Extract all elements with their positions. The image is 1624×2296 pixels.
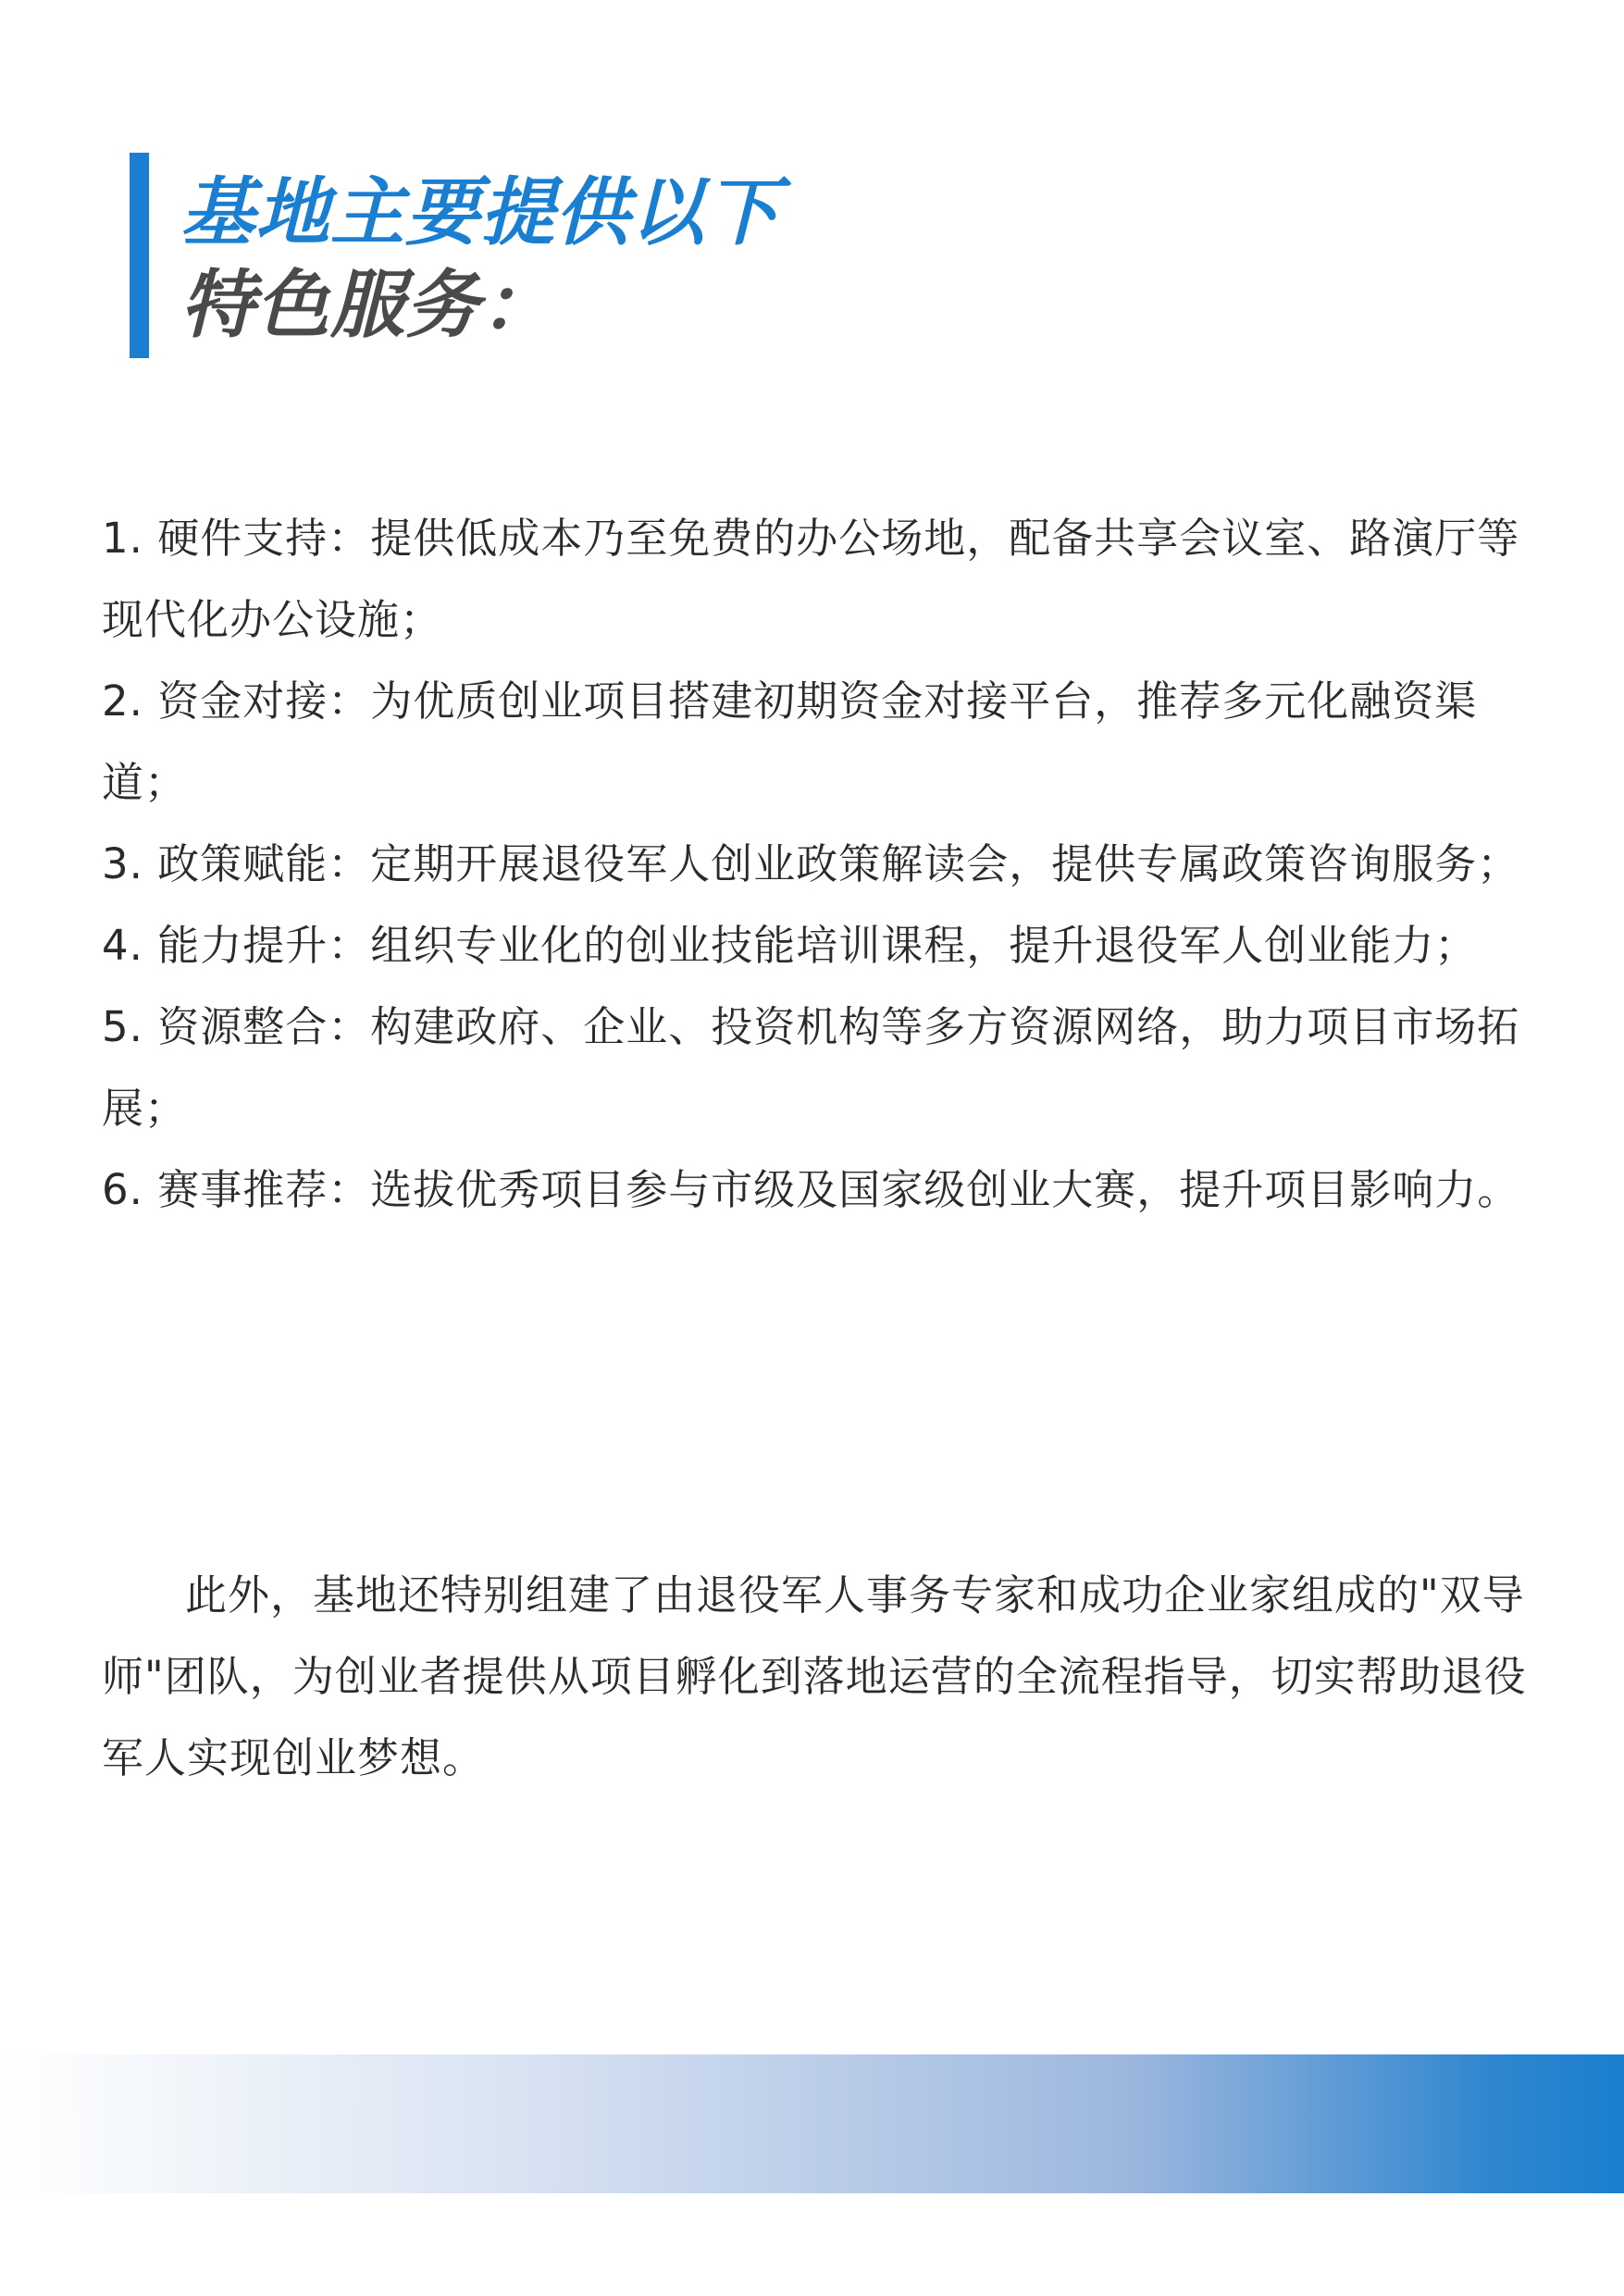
heading-line-2: 特色服务： (180, 262, 555, 348)
heading-line-1: 基地主要提供以下 (180, 169, 780, 255)
service-item-competitions: 6. 赛事推荐：选拔优秀项目参与市级及国家级创业大赛，提升项目影响力。 (102, 1165, 1520, 1214)
service-item-policy: 3. 政策赋能：定期开展退役军人创业政策解读会，提供专属政策咨询服务； (102, 839, 1520, 888)
service-item-training: 4. 能力提升：组织专业化的创业技能培训课程，提升退役军人创业能力； (102, 921, 1478, 970)
footer-gradient-band (0, 2054, 1624, 2193)
service-item-hardware: 1. 硬件支持：提供低成本乃至免费的办公场地，配备共享会议室、路演厅等现代化办公设施； (102, 514, 1520, 644)
heading-accent-bar (130, 153, 149, 358)
service-item-resources: 5. 资源整合：构建政府、企业、投资机构等多方资源网络，助力项目市场拓展； (102, 1002, 1520, 1133)
service-item-funding: 2. 资金对接：为优质创业项目搭建初期资金对接平台，推荐多元化融资渠道； (102, 676, 1478, 807)
closing-paragraph: 此外，基地还特别组建了由退役军人事务专家和成功企业家组成的"双导师"团队，为创业者提供从项目孵化到落地运营的全流程指导，切实帮助退役军人实现创业梦想。 (102, 1570, 1527, 1782)
section-heading (180, 167, 780, 352)
services-list (102, 498, 1555, 1231)
